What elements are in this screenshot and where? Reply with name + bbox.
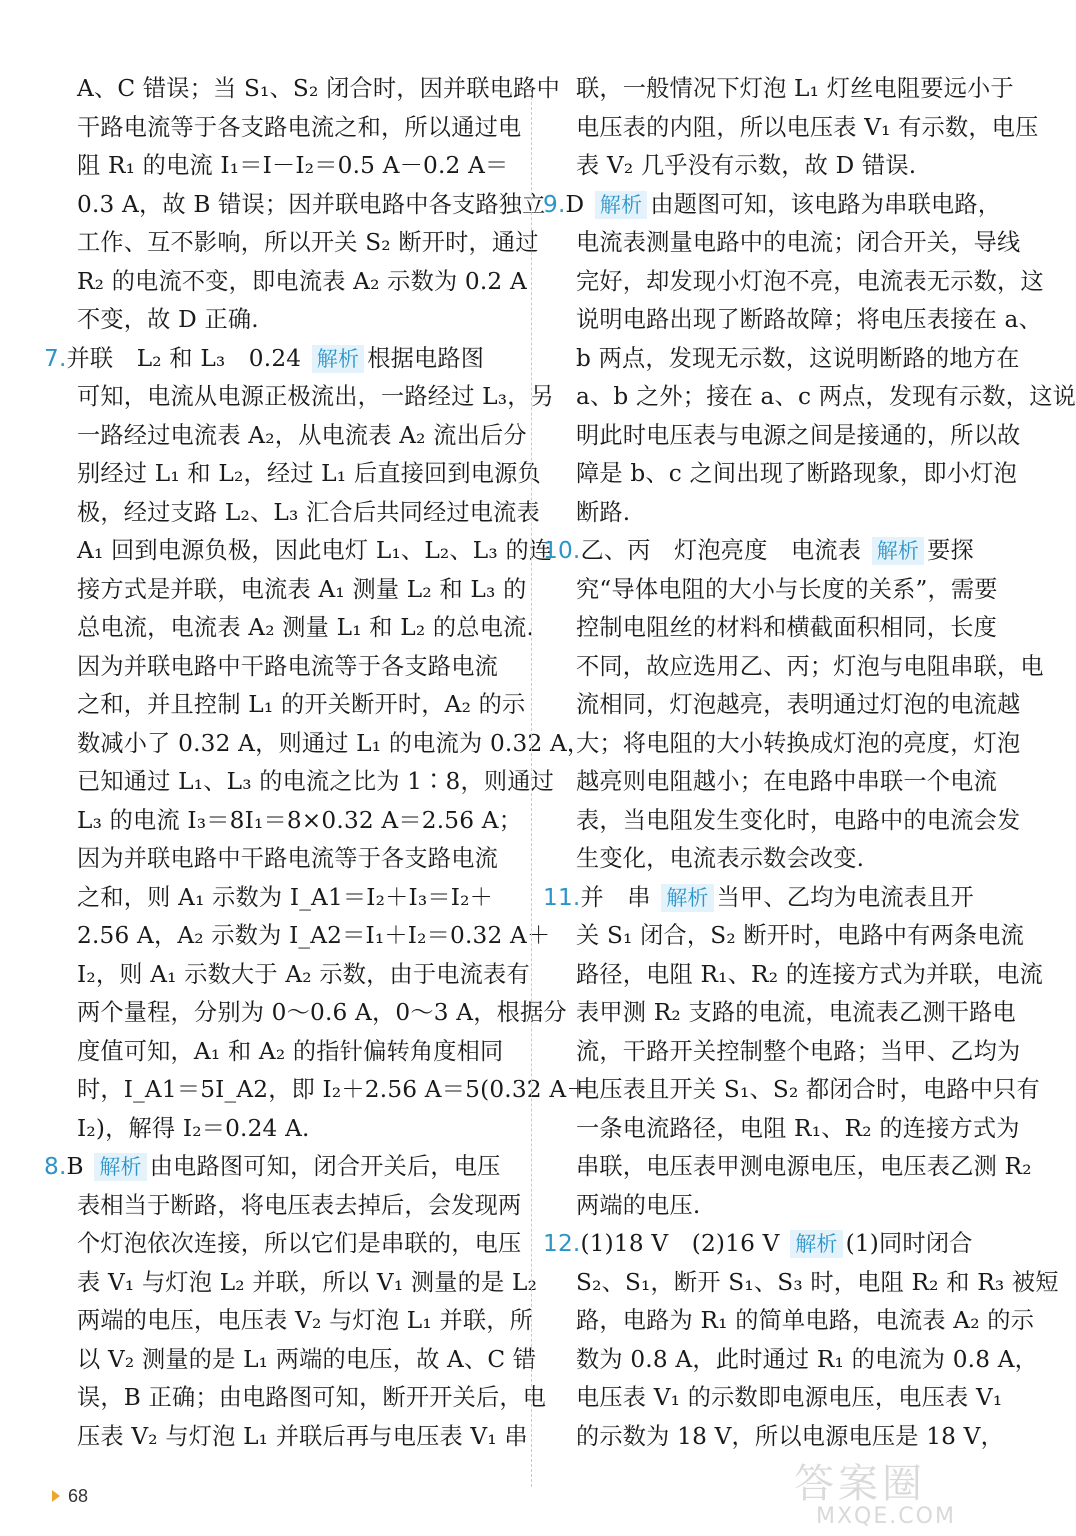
right-column <box>543 70 1076 1456</box>
text-line <box>44 686 526 725</box>
answer-text: 表 V₁ 与灯泡 L₂ 并联，所以 V₁ 测量的是 L₂ <box>77 1268 538 1296</box>
text-line <box>44 417 527 456</box>
answer-text: 已知通过 L₁、L₃ 的电流之比为 1∶8，则通过 <box>77 768 555 795</box>
answer-text: S₂、S₁，断开 S₁、S₃ 时，电阻 R₂ 和 R₃ 被短 <box>576 1268 1059 1296</box>
text-line <box>543 686 1021 725</box>
text-line <box>44 648 520 687</box>
text-line <box>543 571 1009 610</box>
answer-text: 别经过 L₁ 和 L₂，经过 L₁ 后直接回到电源负 <box>77 460 541 487</box>
text-line <box>44 609 535 648</box>
question-number: 7. <box>44 344 67 372</box>
answer-text: I₂，则 A₁ 示数大于 A₂ 示数，由于电流表有 <box>77 960 530 988</box>
text-line <box>543 1225 1009 1264</box>
text-line <box>44 1071 590 1110</box>
answer-text: R₂ 的电流不变，即电流表 A₂ 示数为 0.2 A <box>77 267 527 295</box>
answer-text: 表，当电阻发生变化时，电路中的电流会发 <box>576 806 1021 834</box>
text-line <box>44 917 551 956</box>
answer-text: 时，I_A1＝5I_A2，即 I₂＋2.56 A＝5(0.32 A＋ <box>77 1076 590 1103</box>
analysis-tag: 解析 <box>872 537 924 565</box>
analysis-tag: 解析 <box>661 884 713 912</box>
text-line <box>543 1379 1009 1418</box>
answer-text: 0.3 A，故 B 错误；因并联电路中各支路独立 <box>77 190 546 218</box>
page-number: 68 <box>68 1485 89 1506</box>
answer-text: 说明电路出现了断路故障；将电压表接在 a、 <box>576 306 1042 333</box>
text-line <box>44 224 539 263</box>
answer-text: A、C 错误；当 S₁、S₂ 闭合时，因并联电路中 <box>77 75 560 102</box>
answer-text: 个灯泡依次连接，所以它们是串联的，电压 <box>77 1230 522 1257</box>
analysis-tag: 解析 <box>595 191 647 219</box>
answer-text: 阻 R₁ 的电流 I₁＝I－I₂＝0.5 A－0.2 A＝ <box>77 152 509 179</box>
answer-text: 接方式是并联，电流表 A₁ 测量 L₂ 和 L₃ 的 <box>77 575 527 603</box>
answer-text: A₁ 回到电源负极，因此电灯 L₁、L₂、L₃ 的连 <box>77 537 553 564</box>
analysis-text: 由电路图可知，闭合开关后，电压 <box>149 1153 501 1180</box>
text-line <box>543 1148 1032 1187</box>
text-line <box>44 956 530 995</box>
answer-text: 压表 V₂ 与灯泡 L₁ 并联后再与电压表 V₁ 串 <box>77 1422 528 1450</box>
text-line <box>44 1341 537 1380</box>
answer-text: 之和，并且控制 L₁ 的开关断开时，A₂ 的示 <box>77 691 526 718</box>
answer-text: D <box>565 190 592 218</box>
text-line <box>543 879 1009 918</box>
text-line <box>44 1225 520 1264</box>
text-line <box>543 1033 1021 1072</box>
answer-text: 表甲测 R₂ 支路的电流，电流表乙测干路电 <box>576 999 1016 1026</box>
answer-text: 干路电流等于各支路电流之和，所以通过电 <box>77 113 522 141</box>
text-line <box>44 1033 520 1072</box>
text-line <box>543 186 1009 225</box>
answer-text: 究“导体电阻的大小与长度的关系”，需要 <box>576 575 998 603</box>
text-line <box>543 1071 1040 1110</box>
answer-text: 工作、互不影响，所以开关 S₂ 断开时，通过 <box>77 229 539 256</box>
text-line <box>543 224 1021 263</box>
answer-text: 联，一般情况下灯泡 L₁ 灯丝电阻要远小于 <box>576 75 1014 102</box>
text-line <box>44 571 527 610</box>
answer-text: 2.56 A，A₂ 示数为 I_A2＝I₁＋I₂＝0.32 A＋ <box>77 922 551 949</box>
answer-text: 越亮则电阻越小；在电路中串联一个电流 <box>576 768 997 795</box>
question-number: 9. <box>543 190 566 218</box>
text-line <box>44 301 520 340</box>
answer-text: 一路经过电流表 A₂，从电流表 A₂ 流出后分 <box>77 421 527 449</box>
text-line <box>44 263 527 302</box>
text-line <box>543 109 1039 148</box>
analysis-tag: 解析 <box>94 1153 146 1181</box>
answer-text: 路径，电阻 R₁、R₂ 的连接方式为并联，电流 <box>576 960 1044 988</box>
watermark-logo <box>786 1448 1004 1534</box>
text-line <box>543 1302 1035 1341</box>
column-divider <box>531 82 532 1487</box>
text-line <box>543 609 1009 648</box>
text-line <box>44 1302 534 1341</box>
analysis-text: 根据电路图 <box>367 344 485 372</box>
question-number: 10. <box>543 537 581 564</box>
text-line <box>44 725 591 764</box>
answer-text: (1)18 V (2)16 V <box>580 1230 788 1257</box>
answer-text: 两端的电压. <box>576 1191 701 1219</box>
text-line <box>543 455 1017 494</box>
analysis-text: 要探 <box>927 537 974 564</box>
answer-text: 乙、丙 灯泡亮度 电流表 <box>580 537 869 564</box>
question-number: 8. <box>44 1153 67 1180</box>
answer-text: a、b 之外；接在 a、c 两点，发现有示数，这说 <box>576 383 1076 410</box>
answer-text: 大；将电阻的大小转换成灯泡的亮度，灯泡 <box>576 729 1021 757</box>
text-line <box>44 494 540 533</box>
text-line <box>44 109 520 148</box>
text-line <box>543 840 1009 879</box>
answer-text: 完好，却发现小灯泡不亮，电流表无示数，这 <box>576 267 1044 295</box>
answer-text: b 两点，发现无示数，这说明断路的地方在 <box>576 344 1020 372</box>
text-line <box>543 917 1025 956</box>
text-line <box>44 1187 520 1226</box>
text-line <box>44 1148 520 1187</box>
text-line <box>44 147 520 186</box>
text-line <box>543 648 1044 687</box>
text-line <box>543 340 1020 379</box>
page-marker-icon <box>52 1490 60 1502</box>
text-line <box>543 802 1021 841</box>
answer-text: 可知，电流从电源正极流出，一路经过 L₃，另 <box>77 383 555 410</box>
text-line <box>543 994 1016 1033</box>
analysis-text: 当甲、乙均为电流表且开 <box>716 883 974 911</box>
analysis-tag: 解析 <box>312 345 364 373</box>
answer-text: 控制电阻丝的材料和横截面积相同，长度 <box>576 614 997 641</box>
answer-text: 路，电路为 R₁ 的简单电路，电流表 A₂ 的示 <box>576 1307 1035 1334</box>
text-line <box>543 378 1076 417</box>
answer-text: 一条电流路径，电阻 R₁、R₂ 的连接方式为 <box>576 1114 1020 1142</box>
answer-text: 两个量程，分别为 0～0.6 A，0～3 A，根据分 <box>77 999 567 1026</box>
text-line <box>44 763 555 802</box>
answer-text: 关 S₁ 闭合，S₂ 断开时，电路中有两条电流 <box>576 922 1025 949</box>
text-line <box>543 1264 1059 1303</box>
answer-text: 的示数为 18 V，所以电源电压是 18 V， <box>576 1422 1005 1450</box>
answer-text: 障是 b、c 之间出现了断路现象，即小灯泡 <box>576 460 1017 487</box>
answer-text: 电压表且开关 S₁、S₂ 都闭合时，电路中只有 <box>576 1076 1040 1103</box>
answer-text: 明此时电压表与电源之间是接通的，所以故 <box>576 421 1021 449</box>
answer-text: 生变化，电流表示数会改变. <box>576 845 865 872</box>
text-line <box>543 417 1021 456</box>
answer-text: 断路. <box>576 498 631 526</box>
answer-text: 极，经过支路 L₂、L₃ 汇合后共同经过电流表 <box>77 498 540 526</box>
answer-text: 度值可知，A₁ 和 A₂ 的指针偏转角度相同 <box>77 1037 504 1065</box>
answer-text: 因为并联电路中干路电流等于各支路电流 <box>77 652 498 680</box>
text-line <box>44 70 560 109</box>
answer-text: 以 V₂ 测量的是 L₁ 两端的电压，故 A、C 错 <box>77 1345 537 1373</box>
question-number: 12. <box>543 1230 581 1257</box>
text-line <box>44 840 520 879</box>
page-footer <box>52 1482 88 1510</box>
text-line <box>44 994 567 1033</box>
answer-text: 电压表的内阻，所以电压表 V₁ 有示数，电压 <box>576 113 1039 141</box>
answer-text: B <box>66 1153 92 1180</box>
text-line <box>44 378 555 417</box>
text-line <box>543 1341 1039 1380</box>
text-line <box>543 532 1009 571</box>
watermark-url: MXQE.COM <box>816 1504 956 1529</box>
text-line <box>543 263 1044 302</box>
text-line <box>44 455 541 494</box>
answer-text: 数减小了 0.32 A，则通过 L₁ 的电流为 0.32 A， <box>77 729 591 757</box>
answer-text: 误，B 正确；由电路图可知，断开开关后，电 <box>77 1384 547 1411</box>
text-line <box>44 879 520 918</box>
answer-text: 电流表测量电路中的电流；闭合开关，导线 <box>576 229 1021 256</box>
watermark-title: 答案圈 <box>794 1461 926 1507</box>
text-line <box>44 340 520 379</box>
answer-text: 不变，故 D 正确. <box>77 306 259 333</box>
answer-text: 表相当于断路，将电压表去掉后，会发现两 <box>77 1191 522 1219</box>
answer-text: 两端的电压，电压表 V₂ 与灯泡 L₁ 并联，所 <box>77 1307 534 1334</box>
text-line <box>543 725 1021 764</box>
text-line <box>543 763 1009 802</box>
answer-text: 串联，电压表甲测电源电压，电压表乙测 R₂ <box>576 1153 1032 1180</box>
text-line <box>543 147 1009 186</box>
answer-text: 不同，故应选用乙、丙；灯泡与电阻串联，电 <box>576 652 1044 680</box>
text-line <box>543 70 1014 109</box>
answer-text: 数为 0.8 A，此时通过 R₁ 的电流为 0.8 A， <box>576 1345 1039 1373</box>
analysis-text: (1)同时闭合 <box>845 1230 973 1257</box>
answer-text: 电压表 V₁ 的示数即电源电压，电压表 V₁ <box>576 1384 1003 1411</box>
text-line <box>44 1110 520 1149</box>
answer-text: L₃ 的电流 I₃＝8I₁＝8×0.32 A＝2.56 A； <box>77 806 523 834</box>
text-line <box>44 1264 538 1303</box>
text-line <box>543 1187 1009 1226</box>
analysis-tag: 解析 <box>790 1230 842 1258</box>
answer-text: 因为并联电路中干路电流等于各支路电流 <box>77 845 498 872</box>
answer-text: 流，干路开关控制整个电路；当甲、乙均为 <box>576 1037 1021 1065</box>
answer-text: 总电流，电流表 A₂ 测量 L₁ 和 L₂ 的总电流. <box>77 614 535 641</box>
answer-text: 表 V₂ 几乎没有示数，故 D 错误. <box>576 152 917 179</box>
text-line <box>543 301 1042 340</box>
answer-text: 并联 L₂ 和 L₃ 0.24 <box>66 344 309 372</box>
text-line <box>543 1110 1020 1149</box>
answer-text: 流相同，灯泡越亮，表明通过灯泡的电流越 <box>576 691 1021 718</box>
text-line <box>543 956 1044 995</box>
text-line <box>44 802 523 841</box>
answer-text: I₂)，解得 I₂＝0.24 A. <box>77 1114 310 1142</box>
text-line <box>543 494 1009 533</box>
text-line <box>44 1418 528 1457</box>
text-line <box>44 186 546 225</box>
text-line <box>44 1379 547 1418</box>
answer-text: 之和，则 A₁ 示数为 I_A1＝I₂＋I₃＝I₂＋ <box>77 883 494 911</box>
analysis-text: 由题图可知，该电路为串联电路， <box>650 190 1002 218</box>
question-number: 11. <box>543 883 581 911</box>
text-line <box>44 532 553 571</box>
answer-text: 并 串 <box>580 883 659 911</box>
